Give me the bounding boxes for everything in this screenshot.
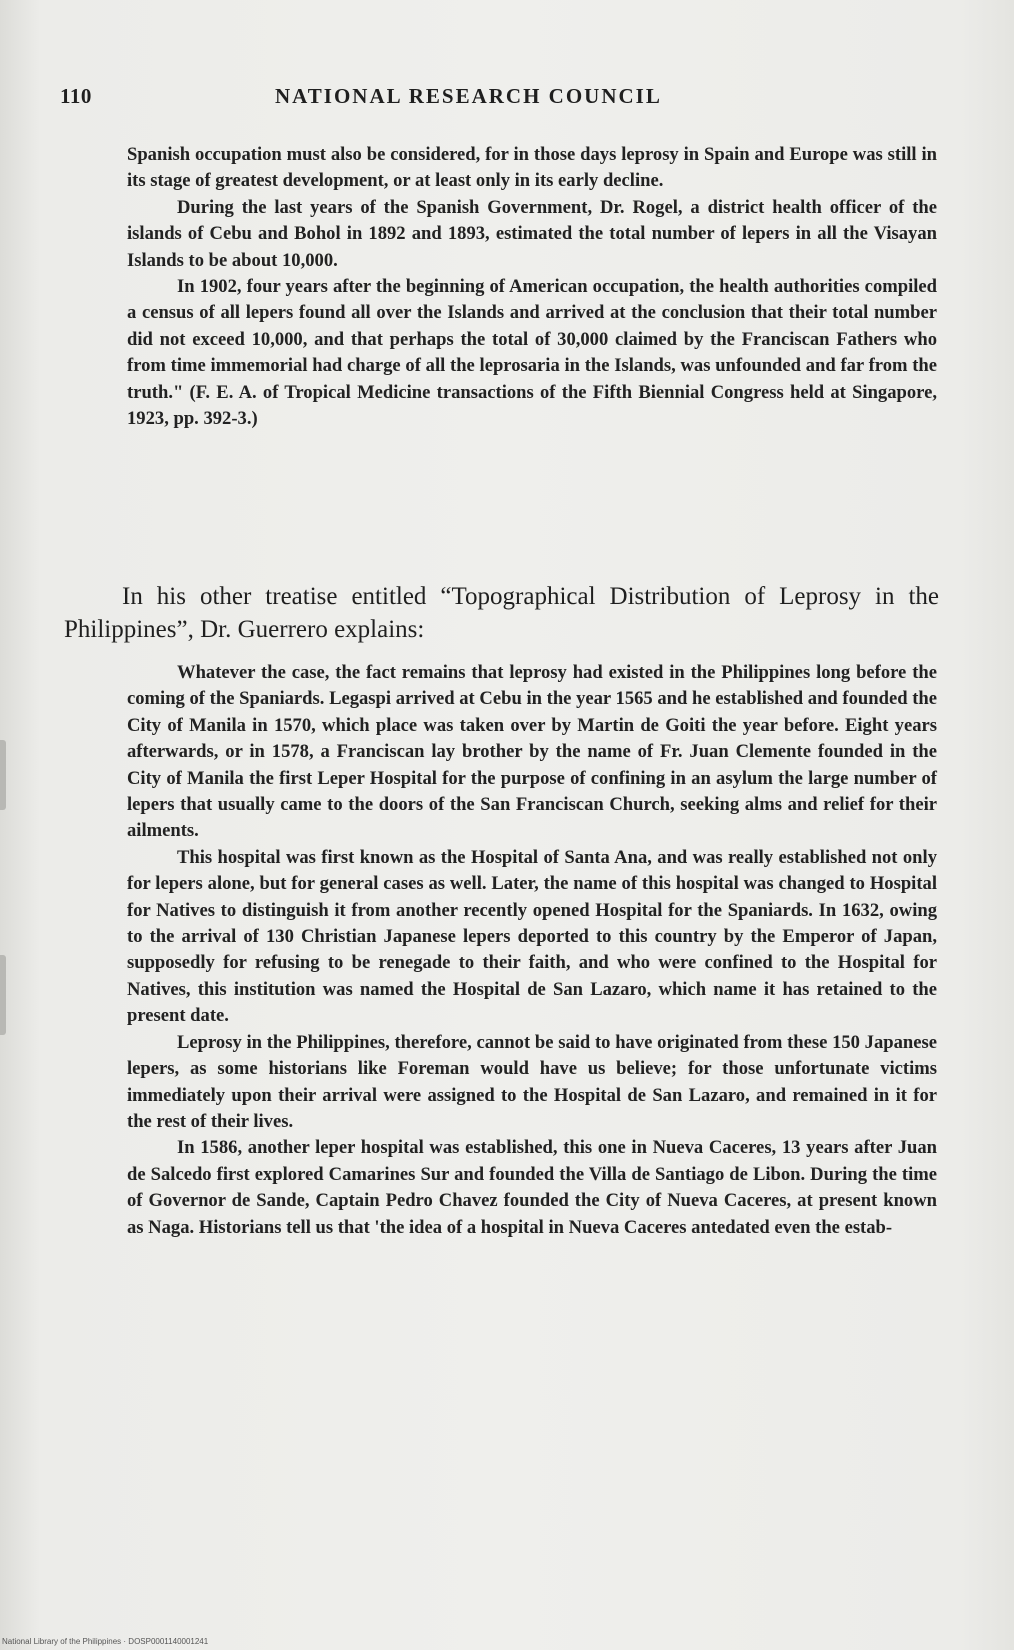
paragraph: In 1586, another leper hospital was established, this one in Nueva Caceres, 13 years after Juan de Salcedo first explored Camarines Sur and founded the Villa de Santiago de Libon. During the time of Governor de Sande, Captain Pedro Chavez founded the City of Nueva Caceres, at present known as Naga. Historians tell us that 'the idea of a hospital in Nueva Caceres antedated even the estab- — [127, 1137, 937, 1238]
paragraph: During the last years of the Spanish Government, Dr. Rogel, a district health officer of the islands of Cebu and Bohol in 1892 and 1893, estimated the total number of lepers in all the Visayan Islands to be about 10,000. — [127, 196, 937, 271]
quoted-passage-1 — [127, 142, 937, 432]
paragraph: Whatever the case, the fact remains that leprosy had existed in the Philippines long before the coming of the Spaniards. Legaspi arrived at Cebu in the year 1565 and he established and founded the City of Manila in 1570, which place was taken over by Martin de Goiti the year before. Eight years afterwards, or in 1578, a Franciscan lay brother by the name of Fr. Juan Clemente founded in the City of Manila the first Leper Hospital for the purpose of confining in an asylum the large number of lepers that usually came to the doors of the San Franciscan Church, seeking alms and relief for their ailments. — [127, 662, 937, 842]
paragraph: Spanish occupation must also be considered, for in those days leprosy in Spain and Europe was still in its stage of greatest development, or at least only in its early decline. — [127, 144, 937, 192]
binding-shadow — [0, 955, 6, 1035]
paragraph: Leprosy in the Philippines, therefore, cannot be said to have originated from these 150 Japanese lepers, as some historians like Foreman would have us believe; for those unfortunate victims immediately upon their arrival were assigned to the Hospital de San Lazaro, and remained in it for the rest of their lives. — [127, 1031, 937, 1132]
page-header — [60, 84, 954, 114]
scan-credit: National Library of the Philippines · DOSP0001140001241 — [2, 1637, 209, 1646]
paragraph: This hospital was first known as the Hospital of Santa Ana, and was really established not only for lepers alone, but for general cases as well. Later, the name of this hospital was changed to Hospital for Natives to distinguish it from another recently opened Hospital for the Spaniards. In 1632, owing to the arrival of 130 Christian Japanese lepers deported to this country by the Emperor of Japan, supposedly for refusing to be renegade to their faith, and who were confined to the Hospital for Natives, this institution was named the Hospital de San Lazaro, which name it has retained to the present date. — [127, 846, 937, 1027]
paragraph: In 1902, four years after the beginning of American occupation, the health authorities compiled a census of all lepers found all over the Islands and arrived at the conclusion that their total number did not exceed 10,000, and that perhaps the total of 30,000 claimed by the Franciscan Fathers who from time immemorial had charge of all the leprosaria in the Islands, was unfounded and far from the truth." (F. E. A. of Tropical Medicine transactions of the Fifth Biennial Congress held at Singapore, 1923, pp. 392-3.) — [127, 276, 937, 430]
binding-shadow — [0, 740, 6, 810]
page-number: 110 — [60, 84, 92, 108]
running-head: NATIONAL RESEARCH COUNCIL — [275, 84, 662, 108]
intro-paragraph: In his other treatise entitled “Topographical Distribution of Leprosy in the Philippines”, Dr. Guerrero explains: — [64, 583, 939, 643]
quoted-passage-2 — [127, 660, 937, 1241]
